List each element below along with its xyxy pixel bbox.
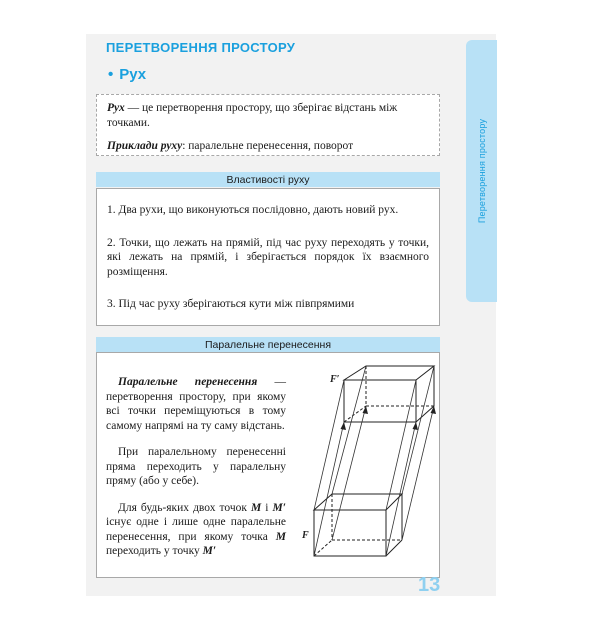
definition-term: Рух xyxy=(107,102,125,114)
translation-property: При паралельному перенесенні пряма переходить у паралельну пряму (або у себе). xyxy=(106,446,286,487)
property-item: 1. Два рухи, що виконуються послідовно, дають новий рух. xyxy=(107,204,399,216)
figure-label-f-prime: F′ xyxy=(330,374,340,385)
theorem-part: Для будь-яких двох точок xyxy=(118,501,252,514)
point-m-prime: M′ xyxy=(272,501,286,514)
point-m: M xyxy=(275,530,286,543)
arrowhead-icon xyxy=(341,422,347,430)
property-item: 2. Точки, що лежать на прямій, під час руху переходять у точки, які лежать на прямій, і зберігається порядок їх взаємного розміщення. xyxy=(107,236,429,278)
arrowhead-icon xyxy=(413,422,419,430)
translation-title-band: Паралельне перенесення xyxy=(96,337,440,352)
point-m: M xyxy=(251,501,262,514)
page-title: ПЕРЕТВОРЕННЯ ПРОСТОРУ xyxy=(106,40,296,55)
theorem-part: переходить у точку xyxy=(106,545,203,557)
definition-paragraph xyxy=(107,101,429,131)
definition-box xyxy=(96,94,440,156)
bottom-box-edge xyxy=(386,540,402,556)
translation-term: Паралельне перенесення xyxy=(118,376,258,388)
translation-vector xyxy=(332,366,366,494)
property-item: 3. Під час руху зберігаються кути між півпрямими xyxy=(107,298,355,310)
section-title xyxy=(108,66,146,83)
side-tab-label: Перетворення простору xyxy=(476,118,487,224)
top-box-edge xyxy=(416,406,434,422)
properties-box xyxy=(96,188,440,326)
properties-list xyxy=(107,203,429,312)
top-box-front xyxy=(344,380,416,422)
arrowhead-icon xyxy=(363,406,369,414)
translation-vector xyxy=(332,406,366,540)
translation-theorem xyxy=(106,501,286,559)
translation-vector xyxy=(402,406,434,540)
definition-text: — це перетворення простору, що зберігає відстань між точками. xyxy=(107,102,398,129)
figure-label-f: F xyxy=(302,530,309,541)
examples-label: Приклади руху xyxy=(107,140,183,152)
top-box-top xyxy=(344,366,434,380)
translation-definition-text: — перетворення простору, при якому всі точки переміщуються в тому самому напрямі на ту саму відстань. xyxy=(106,376,286,432)
properties-title-band: Властивості руху xyxy=(96,172,440,187)
examples-paragraph xyxy=(107,139,429,154)
theorem-part: існує одне і лише одне паралельне перенесення, при якому точка xyxy=(106,516,286,543)
section-title-text: Рух xyxy=(119,66,147,83)
point-m-prime: M′ xyxy=(202,545,217,557)
translation-figure xyxy=(296,360,440,578)
page-number: 13 xyxy=(418,574,441,596)
translation-text xyxy=(106,375,286,571)
bullet-icon: • xyxy=(108,66,114,83)
theorem-part: і xyxy=(261,501,273,514)
side-tab[interactable] xyxy=(466,40,497,302)
translation-definition xyxy=(106,375,286,433)
examples-text: : паралельне перенесення, поворот xyxy=(182,140,354,152)
bottom-box-front xyxy=(314,510,386,556)
